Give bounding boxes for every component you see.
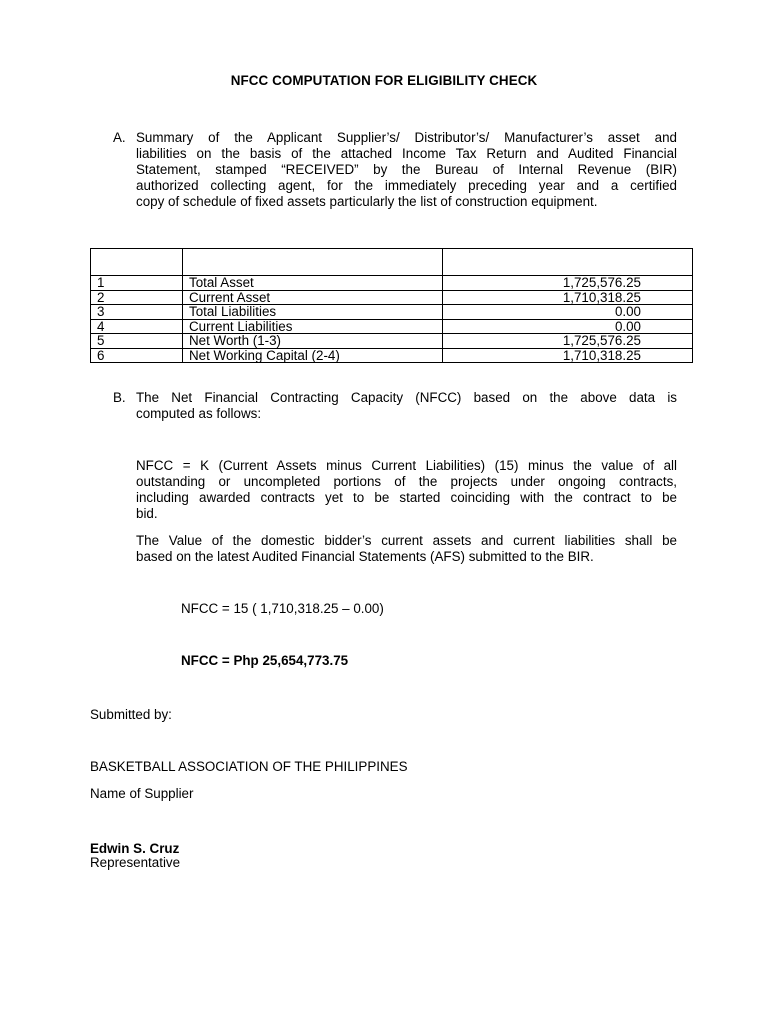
row-number: 3 (91, 305, 183, 320)
formula-line: NFCC = K (Current Assets minus Current Liabilities) (15) minus the value of all (136, 458, 677, 473)
row-label: Current Liabilities (183, 319, 443, 334)
section-b-label: B. (113, 390, 126, 405)
table-header-cell (443, 249, 693, 276)
representative-title: Representative (90, 855, 181, 870)
section-b-intro (136, 390, 677, 422)
formula-line: including awarded contracts yet to be started coinciding with the contract to be (136, 490, 677, 505)
row-label: Net Working Capital (2-4) (183, 348, 443, 363)
section-b-intro-line: computed as follows: (136, 406, 262, 421)
table-row (91, 348, 693, 363)
row-value: 0.00 (443, 305, 693, 320)
afs-line: based on the latest Audited Financial Statements (AFS) submitted to the BIR. (136, 549, 594, 564)
nfcc-result: NFCC = Php 25,654,773.75 (181, 653, 349, 668)
afs-paragraph (136, 533, 677, 565)
table-row (91, 290, 693, 305)
row-label: Current Asset (183, 290, 443, 305)
table-header-cell (183, 249, 443, 276)
row-value: 1,725,576.25 (443, 276, 693, 291)
row-value: 1,710,318.25 (443, 290, 693, 305)
row-label: Net Worth (1-3) (183, 334, 443, 349)
section-a-line: liabilities on the basis of the attached Income Tax Return and Audited Financial (136, 146, 677, 161)
table-header-cell (91, 249, 183, 276)
submitted-by-label: Submitted by: (90, 707, 172, 722)
section-a-line: copy of schedule of fixed assets particularly the list of construction equipment. (136, 194, 598, 209)
row-number: 5 (91, 334, 183, 349)
table-row (91, 334, 693, 349)
row-label: Total Asset (183, 276, 443, 291)
financial-summary-table (90, 248, 693, 363)
formula-line: outstanding or uncompleted portions of the projects under ongoing contracts, (136, 474, 677, 489)
section-a-line: authorized collecting agent, for the immediately preceding year and a certified (136, 178, 677, 193)
section-b-intro-line: The Net Financial Contracting Capacity (NFCC) based on the above data is (136, 390, 677, 405)
nfcc-formula-paragraph (136, 458, 677, 522)
representative-name: Edwin S. Cruz (90, 841, 180, 856)
section-a-line: Summary of the Applicant Supplier’s/ Distributor’s/ Manufacturer’s asset and (136, 130, 677, 145)
row-value: 1,725,576.25 (443, 334, 693, 349)
supplier-name: BASKETBALL ASSOCIATION OF THE PHILIPPINES (90, 759, 408, 774)
row-number: 4 (91, 319, 183, 334)
afs-line: The Value of the domestic bidder’s current assets and current liabilities shall be (136, 533, 677, 548)
formula-line: bid. (136, 506, 158, 521)
row-value: 1,710,318.25 (443, 348, 693, 363)
supplier-name-label: Name of Supplier (90, 786, 194, 801)
section-a-label: A. (113, 130, 126, 145)
table-row (91, 276, 693, 291)
row-number: 6 (91, 348, 183, 363)
table-header-row (91, 249, 693, 276)
table-row (91, 319, 693, 334)
section-a-paragraph (136, 130, 677, 210)
row-value: 0.00 (443, 319, 693, 334)
table-row (91, 305, 693, 320)
page-title: NFCC COMPUTATION FOR ELIGIBILITY CHECK (230, 73, 538, 88)
row-label: Total Liabilities (183, 305, 443, 320)
row-number: 1 (91, 276, 183, 291)
section-a-line: Statement, stamped “RECEIVED” by the Bureau of Internal Revenue (BIR) (136, 162, 677, 177)
nfcc-computation: NFCC = 15 ( 1,710,318.25 – 0.00) (181, 601, 384, 616)
row-number: 2 (91, 290, 183, 305)
